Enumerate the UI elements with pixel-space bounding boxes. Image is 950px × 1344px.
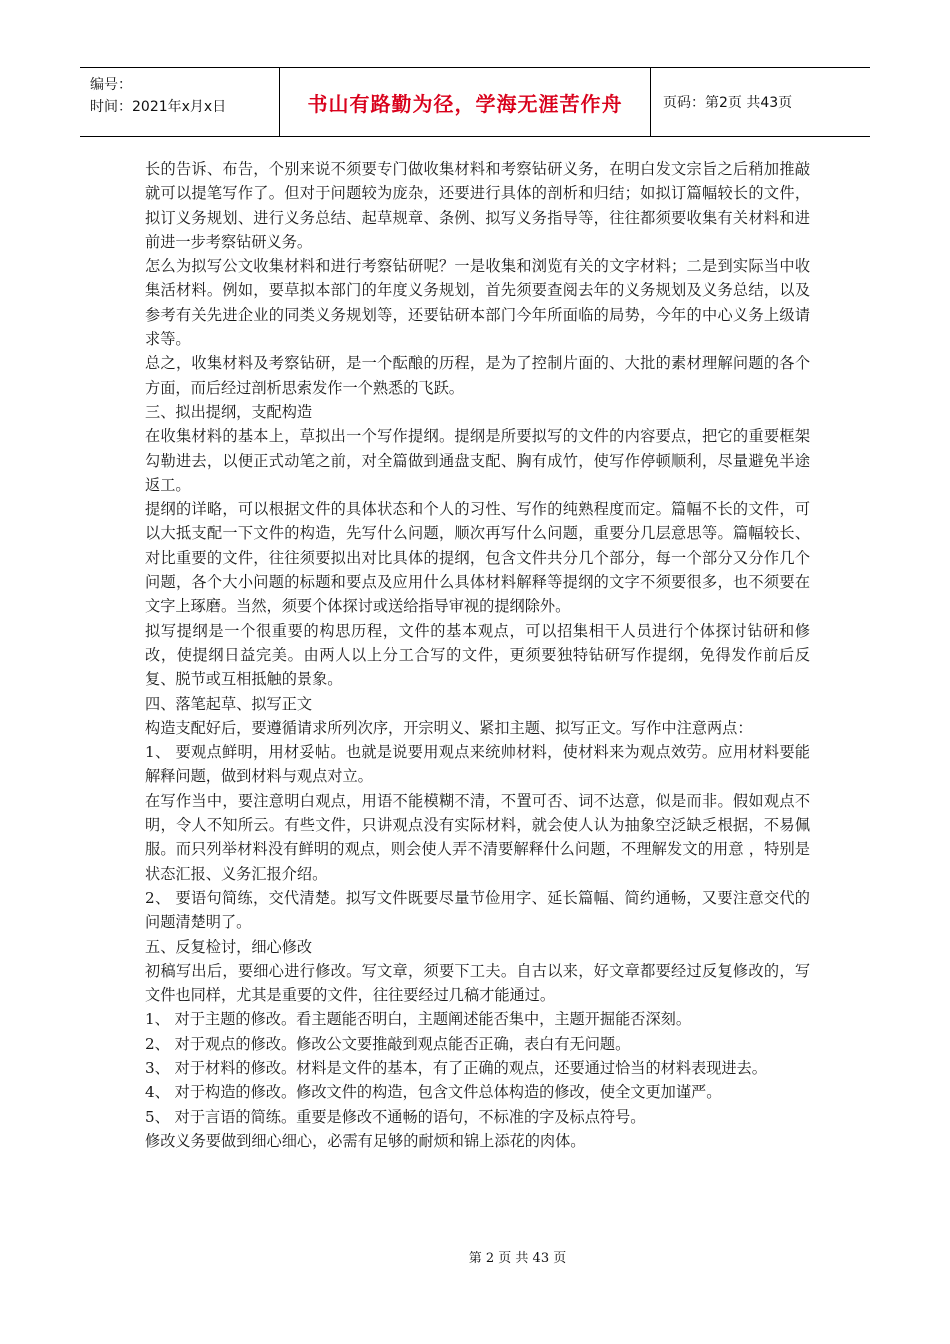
paragraph: 总之，收集材料及考察钻研，是一个酝酿的历程，是为了控制片面的、大批的素材理解问题的各个方面，而后经过剖析思索发作一个熟悉的飞跃。: [145, 354, 810, 397]
paragraph: 修改义务要做到细心细心，必需有足够的耐烦和锦上添花的肉体。: [145, 1131, 586, 1150]
header-motto: 书山有路勤为径，学海无涯苦作舟: [280, 68, 651, 136]
paragraph: 提纲的详略，可以根据文件的具体状态和个人的习性、写作的纯熟程度而定。篇幅不长的文件，可以大抵支配一下文件的构造，先写什么问题，顺次再写什么问题，重要分几层意思等。篇幅较长、对比重要的文件，往往须要拟出对比具体的提纲，包含文件共分几个部分，每一个部分又分作几个问题，各个大小问题的标题和要点及应用什么具体材料解释等提纲的文字不须要很多，也不须要在文字上琢磨。当然，须要个体探讨或送给指导审视的提纲除外。: [145, 500, 810, 616]
list-item: 3、 对于材料的修改。材料是文件的基本，有了正确的观点，还要通过恰当的材料表现进去。: [145, 1058, 767, 1077]
paragraph: 在写作当中，要注意明白观点，用语不能模糊不清，不置可否、词不达意，似是而非。假如观点不明，令人不知所云。有些文件，只讲观点没有实际材料，就会使人认为抽象空泛缺乏根据，不易佩服。而只列举材料没有鲜明的观点，则会使人弄不清要解释什么问题，不理解发文的用意 ，特别是状态汇报、义务汇报介绍。: [145, 791, 810, 883]
list-item: 4、 对于构造的修改。修改文件的构造，包含文件总体构造的修改，使全文更加谨严。: [145, 1083, 722, 1102]
page-footer: 第 2 页 共 43 页: [468, 1251, 567, 1266]
paragraph: 初稿写出后，要细心进行修改。写文章，须要下工夫。自古以来，好文章都要经过反复修改的，写文件也同样，尤其是重要的文件，往往要经过几稿才能通过。: [145, 961, 810, 1005]
paragraph: 长的告诉、布告，个别来说不须要专门做收集材料和考察钻研义务，在明白发文宗旨之后稍加推敲就可以提笔写作了。但对于问题较为庞杂，还要进行具体的剖析和归结；如拟订篇幅较长的文件，拟订义务规划、进行义务总结、起草规章、条例、拟写义务指导等，往往都须要收集有关材料和进前进一步考察钻研义务。: [145, 160, 810, 251]
paragraph: 构造支配好后，要遵循请求所列次序，开宗明义、紧扣主题、拟写正文。写作中注意两点：: [145, 718, 753, 737]
paragraph: 拟写提纲是一个很重要的构思历程，文件的基本观点，可以招集相干人员进行个体探讨钻研和修改，使提纲日益完美。由两人以上分工合写的文件，更须要独特钻研写作提纲，免得发作前后反复、脱节或互相抵触的景象。: [145, 621, 810, 689]
paragraph: 在收集材料的基本上，草拟出一个写作提纲。提纲是所要拟写的文件的内容要点，把它的重要框架勾勒进去，以便正式动笔之前，对全篇做到通盘支配、胸有成竹，使写作停顿顺利，尽量避免半途返工。: [145, 427, 810, 494]
section-heading: 四、落笔起草、拟写正文: [145, 694, 313, 713]
page-header: [80, 67, 870, 137]
section-heading: 五、反复检讨，细心修改: [145, 937, 313, 956]
section-heading: 三、拟出提纲，支配构造: [145, 402, 313, 421]
document-number-label: 编号：: [90, 77, 132, 93]
document-date-label: 时间：2021年x月x日: [90, 99, 227, 115]
list-item: 2、 对于观点的修改。修改公文要推敲到观点能否正确，表白有无问题。: [145, 1034, 631, 1053]
document-body: [145, 157, 810, 1153]
paragraph: 怎么为拟写公文收集材料和进行考察钻研呢？一是收集和浏览有关的文字材料；二是到实际当中收集活材料。例如，要草拟本部门的年度义务规划，首先须要查阅去年的义务规划及义务总结，以及参考有关先进企业的同类义务规划等，还要钻研本部门今年所面临的局势，今年的中心义务上级请求等。: [145, 257, 810, 349]
list-item: 5、 对于言语的简练。重要是修改不通畅的语句，不标准的字及标点符号。: [145, 1107, 646, 1126]
list-item: 1、 对于主题的修改。看主题能否明白，主题阐述能否集中，主题开掘能否深刻。: [145, 1010, 692, 1029]
list-item: 2、 要语句简练，交代清楚。拟写文件既要尽量节俭用字、延长篇幅、简约通畅，又要注意交代的问题清楚明了。: [145, 888, 810, 932]
list-item: 1、 要观点鲜明，用材妥帖。也就是说要用观点来统帅材料，使材料来为观点效劳。应用材料要能解释问题，做到材料与观点对立。: [145, 743, 810, 786]
header-left-cell: [80, 68, 280, 136]
header-page-label: 页码：第2页 共43页: [663, 95, 793, 111]
